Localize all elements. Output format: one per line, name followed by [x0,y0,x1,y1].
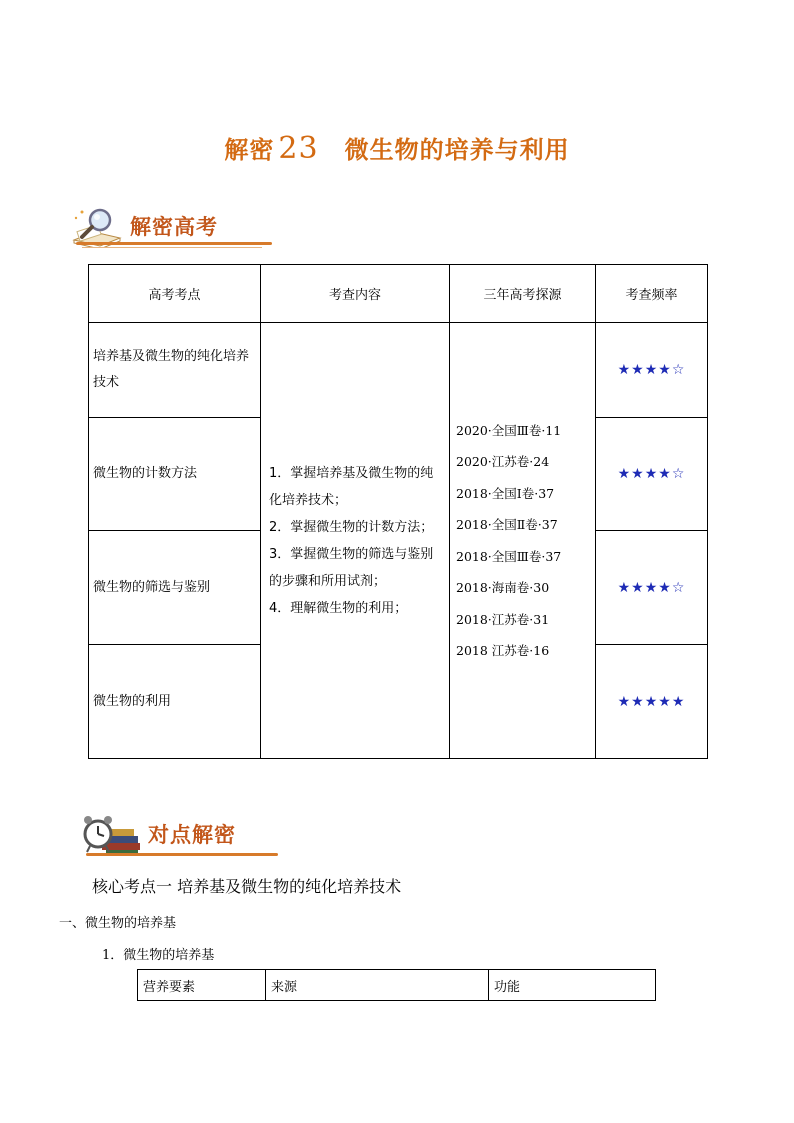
frequency-rating: ★★★★★ [596,645,708,759]
exam-sources-cell [450,323,596,759]
header-cell: 来源 [266,970,489,1001]
exam-point: 微生物的筛选与鉴别 [89,531,261,645]
source-item: 2018·全国Ⅰ卷·37 [456,485,555,501]
table-header-row [89,265,708,323]
section-title: 核心考点一 培养基及微生物的纯化培养技术 [92,877,402,896]
title-prefix: 解密 [224,136,275,164]
source-item: 2018·全国Ⅱ卷·37 [456,517,558,532]
header-cell: 营养要素 [138,970,266,1001]
banner-rule-thin [82,247,262,248]
source-item: 2018·海南卷·30 [456,580,550,595]
content-item: 1．掌握培养基及微生物的纯化培养技术； [269,465,434,508]
exam-point: 培养基及微生物的纯化培养技术 [89,323,261,418]
heading-2 [102,944,214,963]
frequency-rating: ★★★★☆ [596,323,708,418]
exam-content-cell [261,323,450,759]
source-item: 2018 江苏卷·16 [456,643,550,658]
header-cell: 三年高考探源 [450,265,596,323]
title-text: 微生物的培养与利用 [344,136,570,164]
banner-rule [86,853,278,856]
frequency-rating: ★★★★☆ [596,418,708,531]
heading-2-number: 1． [102,948,124,963]
banner-label: 对点解密 [148,823,236,847]
table-row [89,323,708,418]
source-item: 2018·江苏卷·31 [456,611,550,627]
frequency-rating: ★★★★☆ [596,531,708,645]
content-item: 3．掌握微生物的筛选与鉴别的步骤和所用试剂； [269,546,434,589]
exam-point: 微生物的利用 [89,645,261,759]
nutrient-table [137,969,656,1001]
title-number: 23 [278,131,319,166]
header-cell: 考查内容 [261,265,450,323]
heading-2-text: 微生物的培养基 [123,948,215,963]
exam-overview-table [88,264,708,759]
alarm-clock-books-icon [80,812,142,858]
header-cell: 高考考点 [89,265,261,323]
header-cell: 考查频率 [596,265,708,323]
banner-label: 解密高考 [130,215,218,239]
source-item: 2020·全国Ⅲ卷·11 [456,422,562,438]
source-item: 2020·江苏卷·24 [456,454,550,469]
heading-1: 一、微生物的培养基 [59,916,177,931]
source-item: 2018·全国Ⅲ卷·37 [456,548,562,564]
banner-rule [76,242,272,245]
banner-duidian-jiemi [80,806,280,858]
exam-point: 微生物的计数方法 [89,418,261,531]
content-item: 2．掌握微生物的计数方法； [269,519,434,535]
header-cell: 功能 [489,970,656,1001]
page-title [0,130,794,166]
content-item: 4．理解微生物的利用； [269,600,408,616]
banner-jiemi-gaokao [70,200,270,248]
table-header-row [138,970,656,1001]
